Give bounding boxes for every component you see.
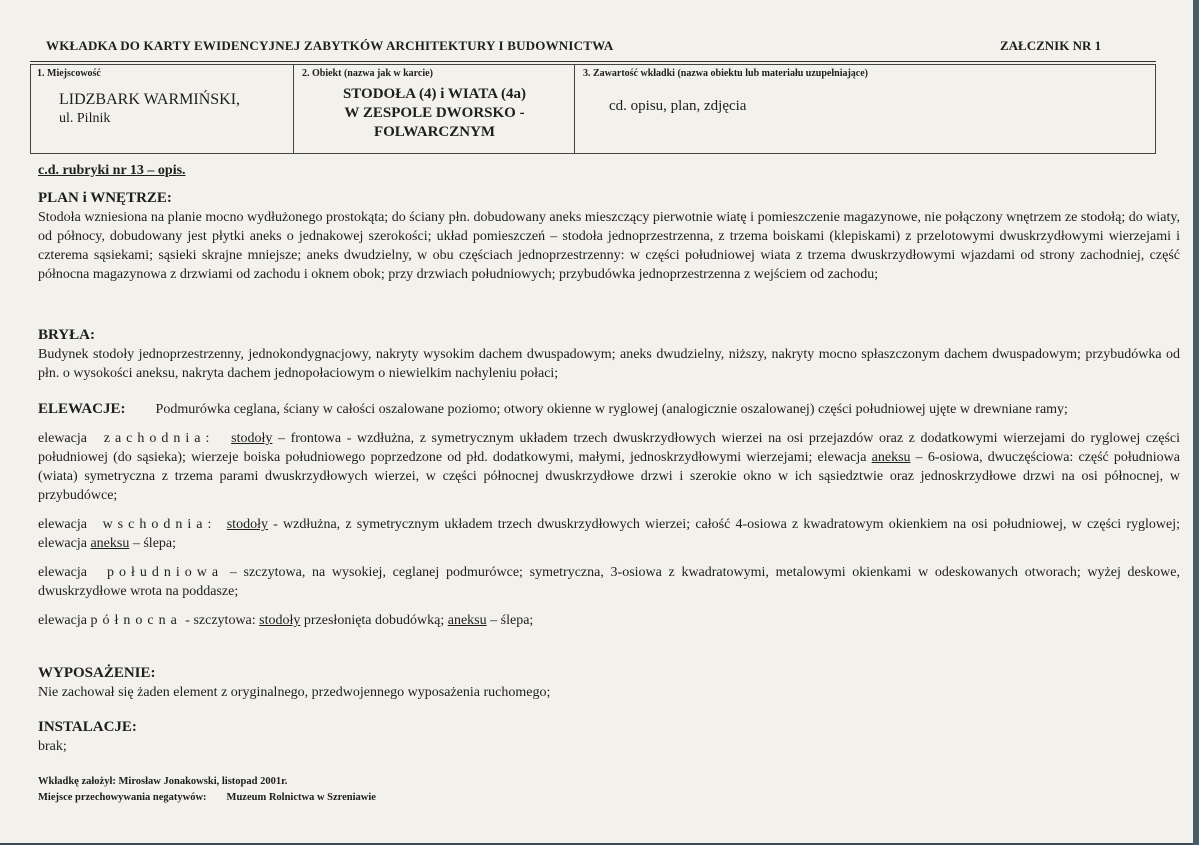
elewacja-text: - wzdłużna, z symetrycznym układem trzech dwuskrzydłowych wierzei; całość 4-osiowa z kwadratowym okienkiem na osi południowej, w części ryglowej; elewacja: [38, 517, 1181, 551]
scan-edge: [1193, 0, 1199, 845]
section-instalacje: [38, 718, 1180, 756]
elewacja-prefix: elewacja: [38, 613, 87, 628]
locality-name: LIDZBARK WARMIŃSKI,: [59, 91, 241, 108]
section-elewacje-heading: ELEWACJE:: [38, 401, 126, 417]
section-bryla-text: Budynek stodoły jednoprzestrzenny, jednokondygnacjowy, nakryty wysokim dachem dwuspadowym; aneks dwudzielny, niższy, nakryty mocno spłaszczonym dachem dwuspadowym; przybudówka od płn. o wysokości aneksu, nakryta dachem jednopołaciowym o niewielkim nachyleniu połaci;: [38, 347, 1180, 381]
elewacja-text: – szczytowa, na wysokiej, ceglanej podmurówce; symetryczna, 3-osiowa z kwadratowymi, metalowymi okienkami w odeskowanych otworach; wyżej deskowe, dwuskrzydłowe wrota na poddasze;: [38, 565, 1181, 599]
document-title: WKŁADKA DO KARTY EWIDENCYJNEJ ZABYTKÓW ARCHITEKTURY I BUDOWNICTWA: [46, 38, 614, 53]
object-name: [294, 85, 575, 142]
elewacja-prefix: elewacja: [38, 565, 87, 580]
elewacja-text: - szczytowa:: [181, 613, 260, 628]
footer-author: Wkładkę założył: Mirosław Jonakowski, listopad 2001r.: [38, 776, 288, 787]
underlined-term: stodoły: [231, 431, 273, 446]
footer-negatives: [38, 792, 376, 803]
elewacja-text: – 6-osiowa, dwuczęściowa: część południowa (wiata) symetryczna z trzema parami dwuskrzydłowych wierzei, w części północnej dwuskrzydłowe drzwi i szerokie okno w ich sąsiedztwie oraz jednoskrzydłowe drzwi na osi północnej, w przybudówce;: [38, 450, 1180, 503]
section-plan: [38, 189, 1180, 284]
elewacja-prefix: elewacja: [38, 431, 87, 446]
annex-label: ZAŁCZNIK NR 1: [1000, 38, 1102, 53]
field-object: [293, 64, 574, 154]
elewacja-poludniowa: [38, 563, 1180, 601]
elewacja-text: – ślepa;: [129, 536, 177, 551]
field-locality-label: 1. Miejscowość: [37, 68, 101, 79]
elewacja-wschodnia: [38, 515, 1180, 553]
object-name-line-3: FOLWARCZNYM: [373, 124, 496, 140]
elewacja-text: – ślepa;: [486, 613, 534, 628]
header-rule: [30, 61, 1156, 62]
section-wyposazenie: [38, 664, 1180, 702]
direction-label: południowa: [107, 565, 224, 580]
footer-negatives-label: Miejsce przechowywania negatywów:: [38, 792, 207, 803]
underlined-term: aneksu: [871, 450, 911, 465]
object-name-line-1: STODOŁA (4) i WIATA (4a): [342, 86, 527, 102]
section-plan-text: Stodoła wzniesiona na planie mocno wydłużonego prostokąta; do ściany płn. dobudowany aneks mieszczący pierwotnie wiatę i pomieszczenie magazynowe, nie połączony wnętrzem ze stodołą; do wiaty, od północy, dobudowany jest płytki aneks o jednakowej szerokości; układ pomieszczeń – stodoła jednoprzestrzenna, z trzema boiskami (klepiskami) z przelotowymi dwuskrzydłowymi wierzejami i czterema sąsiekami; sąsieki skrajne mniejsze; aneks dwudzielny, w obu częściach jednoprzestrzenny: w części południowej wiata z trzema dwuskrzydłowymi wjazdami od strony zachodniej, część północna magazynowa z drzwiami od zachodu i oknem obok; przy drzwiach południowych; przybudówka jednoprzestrzenna z wejściem od zachodu;: [38, 210, 1180, 282]
field-contents: [574, 64, 1156, 154]
elewacje-intro: Podmurówka ceglana, ściany w całości oszalowane poziomo; otwory okienne w ryglowej (analogicznie oszalowanej) części południowej ujęte w drewniane ramy;: [155, 402, 1068, 417]
footer-negatives-value: Muzeum Rolnictwa w Szreniawie: [226, 792, 376, 803]
field-locality: [30, 64, 293, 154]
direction-label: wschodnia:: [102, 517, 217, 532]
underlined-term: stodoły: [226, 517, 268, 532]
section-bryla-heading: BRYŁA:: [38, 327, 95, 343]
direction-label: północna: [90, 613, 182, 628]
elewacja-text: – frontowa - wzdłużna, z symetrycznym układem trzech dwuskrzydłowych wierzei na osi przejazdów oraz z dodatkowymi wierzejami do ryglowej części południowej (do sąsieka); wierzeje boiska południowego poprzedzone od płd. dodatkowymi, małymi, jednoskrzydłowymi wierzejami; elewacja: [38, 431, 1180, 465]
elewacje-intro-paragraph: [38, 400, 1180, 419]
elewacja-text: przesłonięta dobudówką;: [300, 613, 448, 628]
underlined-term: aneksu: [447, 613, 487, 628]
section-wyposazenie-text: Nie zachował się żaden element z oryginalnego, przedwojennego wyposażenia ruchomego;: [38, 685, 551, 700]
elewacja-polnocna: [38, 611, 1180, 630]
contents-value: cd. opisu, plan, zdjęcia: [609, 98, 747, 114]
underlined-term: stodoły: [259, 613, 301, 628]
section-instalacje-text: brak;: [38, 739, 67, 754]
section-wyposazenie-heading: WYPOSAŻENIE:: [38, 665, 156, 681]
direction-label: zachodnia:: [103, 431, 215, 446]
section-plan-heading: PLAN i WNĘTRZE:: [38, 190, 172, 206]
section-bryla: [38, 326, 1180, 383]
elewacja-prefix: elewacja: [38, 517, 87, 532]
locality-street: ul. Pilnik: [59, 111, 111, 126]
field-object-label: 2. Obiekt (nazwa jak w karcie): [302, 68, 433, 79]
elewacja-zachodnia: [38, 429, 1180, 505]
rubric-heading: c.d. rubryki nr 13 – opis.: [38, 163, 186, 178]
section-elewacje: [38, 400, 1180, 630]
section-instalacje-heading: INSTALACJE:: [38, 719, 137, 735]
underlined-term: aneksu: [90, 536, 130, 551]
object-name-line-2: W ZESPOLE DWORSKO -: [344, 105, 525, 121]
field-contents-label: 3. Zawartość wkładki (nazwa obiektu lub materiału uzupełniające): [583, 68, 869, 79]
